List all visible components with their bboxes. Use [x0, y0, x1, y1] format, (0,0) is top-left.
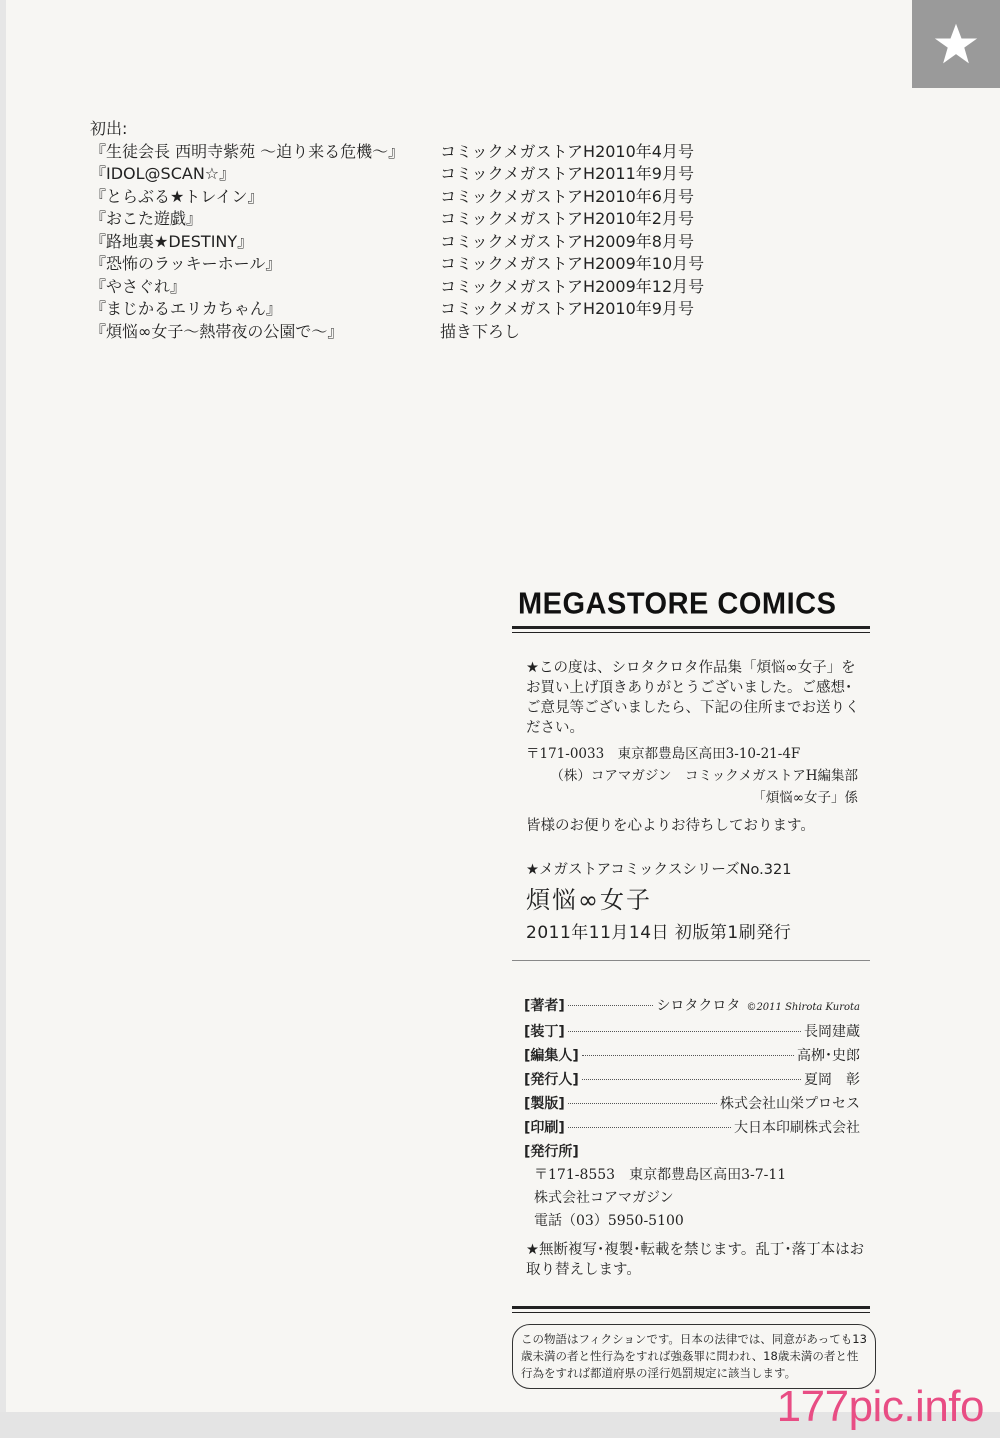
credit-name: 株式会社山栄プロセス — [720, 1096, 860, 1112]
credit-name: 夏岡 彰 — [804, 1072, 860, 1088]
publisher-role: [発行所] — [524, 1144, 579, 1160]
story-title: 『やさぐれ』 — [90, 276, 187, 296]
dot-leader — [568, 1127, 731, 1128]
credit-row — [524, 1020, 860, 1044]
closing-line: 皆様のお便りを心よりお待ちしております。 — [526, 818, 815, 834]
dot-leader — [582, 1079, 801, 1080]
story-title: 『とらぶる★トレイン』 — [90, 186, 264, 206]
site-watermark: 177pic.info — [776, 1382, 984, 1431]
series-number: ★メガストアコミックスシリーズNo.321 — [526, 862, 792, 878]
mail-address — [526, 743, 866, 809]
toc-row — [90, 186, 704, 209]
credit-role: [発行人] — [524, 1072, 579, 1088]
publication-date: 2011年11月14日 初版第1刷発行 — [526, 923, 792, 943]
toc-row — [90, 231, 704, 254]
book-title: 煩悩∞女子 — [526, 886, 652, 914]
toc-row — [90, 321, 704, 344]
dot-leader — [568, 1005, 654, 1006]
brand-logo: MEGASTORE COMICS — [518, 587, 837, 621]
credit-row — [524, 1116, 860, 1140]
fiction-disclaimer: この物語はフィクションです。日本の法律では、同意があっても13歳未満の者と性行為をすれば強姦罪に問われ、18歳未満の者と性行為をすれば都道府県の淫行処罰規定に該当します。 — [512, 1324, 876, 1389]
dot-leader — [568, 1031, 801, 1032]
story-source: コミックメガストアH2009年10月号 — [440, 254, 705, 273]
credit-role: [製版] — [524, 1096, 565, 1112]
address-line: 「煩悩∞女子」係 — [752, 790, 858, 806]
toc-row — [90, 276, 704, 299]
credit-role: [編集人] — [524, 1048, 579, 1064]
first-appearance-list — [90, 118, 704, 343]
left-margin-rule — [0, 0, 6, 1438]
dot-leader — [582, 1055, 794, 1056]
address-line: 株式会社コアマガジン — [534, 1190, 674, 1206]
story-title: 『路地裏★DESTINY』 — [90, 231, 254, 251]
credit-name: 長岡建蔵 — [804, 1024, 860, 1040]
toc-row — [90, 208, 704, 231]
credit-role: [印刷] — [524, 1120, 565, 1136]
publisher-address — [534, 1164, 860, 1233]
story-title: 『IDOL@SCAN☆』 — [90, 164, 236, 183]
address-line: 〒171-8553 東京都豊島区高田3-7-11 — [534, 1167, 787, 1183]
copyright-notice: ★無断複写･複製･転載を禁じます。乱丁･落丁本はお取り替えします。 — [526, 1242, 865, 1278]
credit-name: 高栁･史郎 — [797, 1048, 860, 1064]
copyright-note: ©2011 Shirota Kurota — [746, 1002, 860, 1013]
story-source: コミックメガストアH2010年6月号 — [440, 186, 694, 206]
credit-name: 大日本印刷株式会社 — [734, 1120, 860, 1136]
story-title: 『煩悩∞女子～熱帯夜の公園で～』 — [90, 321, 344, 341]
address-line: （株）コアマガジン コミックメガストアH編集部 — [550, 768, 858, 784]
story-title: 『生徒会長 西明寺紫苑 ～迫り来る危機～』 — [90, 141, 405, 161]
credit-name: シロタクロタ — [656, 998, 741, 1014]
divider — [512, 1312, 870, 1313]
divider — [512, 626, 870, 629]
story-title: 『まじかるエリカちゃん』 — [90, 299, 282, 318]
story-title: 『おこた遊戯』 — [90, 209, 203, 228]
story-source: コミックメガストアH2011年9月号 — [440, 164, 694, 183]
phone-number: 電話（03）5950-5100 — [534, 1213, 684, 1229]
credit-row — [524, 994, 860, 1020]
story-source: コミックメガストアH2009年8月号 — [440, 231, 694, 251]
colophon — [510, 587, 870, 1380]
story-source: コミックメガストアH2010年4月号 — [440, 141, 694, 161]
story-source: コミックメガストアH2010年2月号 — [440, 209, 694, 228]
toc-heading: 初出: — [90, 119, 128, 138]
story-source: コミックメガストアH2009年12月号 — [440, 276, 705, 296]
toc-row — [90, 141, 704, 164]
credit-role: [著者] — [524, 998, 565, 1014]
toc-row — [90, 253, 704, 276]
story-source: コミックメガストアH2010年9月号 — [440, 299, 694, 318]
story-source: 描き下ろし — [440, 321, 521, 341]
corner-tab — [912, 0, 1000, 88]
story-title: 『恐怖のラッキーホール』 — [90, 254, 282, 273]
divider — [512, 960, 870, 961]
divider — [512, 632, 870, 633]
credit-role: [装丁] — [524, 1024, 565, 1040]
toc-row — [90, 163, 704, 186]
address-line: 〒171-0033 東京都豊島区高田3-10-21-4F — [526, 746, 801, 762]
toc-row — [90, 298, 704, 321]
star-icon — [933, 21, 979, 67]
credit-row — [524, 1044, 860, 1068]
credits-list — [524, 994, 860, 1233]
divider — [512, 1306, 870, 1309]
credit-row — [524, 1092, 860, 1116]
credit-row — [524, 1068, 860, 1092]
dot-leader — [568, 1103, 717, 1104]
thank-you-message: ★この度は、シロタクロタ作品集「煩悩∞女子」をお買い上げ頂きありがとうございました。ご感想･ご意見等ございましたら、下記の住所までお送りください。 — [526, 660, 860, 736]
